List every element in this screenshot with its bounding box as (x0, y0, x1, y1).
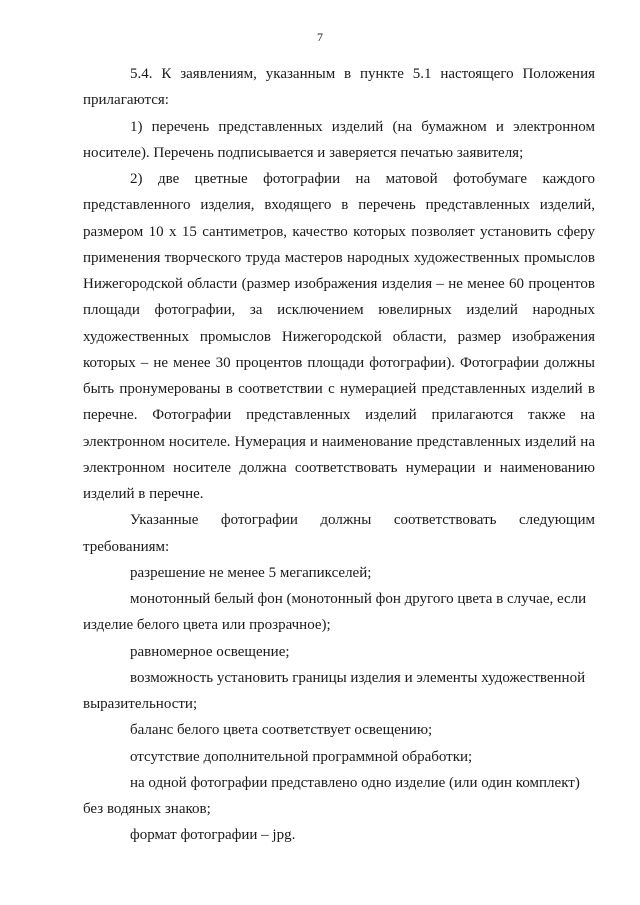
paragraph-5-4: 5.4. К заявлениям, указанным в пункте 5.1 настоящего Положения прилагаются: (83, 66, 595, 109)
requirement-no-processing: отсутствие дополнительной программной обработки; (130, 748, 473, 765)
paragraph-item-2: 2) две цветные фотографии на матовой фотобумаге каждого представленного изделия, входящего в перечень представленных изделий, размером 10 х 15 сантиметров, качество которых позволяет установить сферу применения творческого труда мастеров народных художественных промыслов Нижегородской области (размер изображения изделия – не менее 60 процентов площади фотографии, за исключением ювелирных изделий народных художественных промыслов Нижегородской области, размер изображения которых – не менее 30 процентов площади фотографии). Фотографии должны быть пронумерованы в соответствии с нумерацией представленных изделий в перечне. Фотографии представленных изделий прилагаются также на электронном носителе. Нумерация и наименование представленных изделий на электронном носителе должна соответствовать нумерации и наименованию изделий в перечне. (83, 171, 595, 502)
requirement-single-item: на одной фотографии представлено одно изделие (или один комплект) без водяных знаков; (83, 774, 580, 817)
requirement-white-balance: баланс белого цвета соответствует освещению; (130, 722, 433, 739)
requirement-background: монотонный белый фон (монотонный фон другого цвета в случае, если изделие белого цвета или прозрачное); (83, 591, 587, 634)
requirement-boundaries: возможность установить границы изделия и элементы художественной выразительности; (83, 669, 586, 712)
paragraph-item-1: 1) перечень представленных изделий (на бумажном и электронном носителе). Перечень подписывается и заверяется печатью заявителя; (83, 118, 595, 161)
paragraph-photo-requirements-intro: Указанные фотографии должны соответствовать следующим требованиям: (83, 512, 595, 555)
page-number: 7 (317, 30, 323, 44)
requirement-lighting: равномерное освещение; (130, 643, 290, 660)
requirement-format: формат фотографии – jpg. (130, 827, 296, 844)
requirement-resolution: разрешение не менее 5 мегапикселей; (130, 564, 372, 581)
document-body (83, 61, 595, 849)
